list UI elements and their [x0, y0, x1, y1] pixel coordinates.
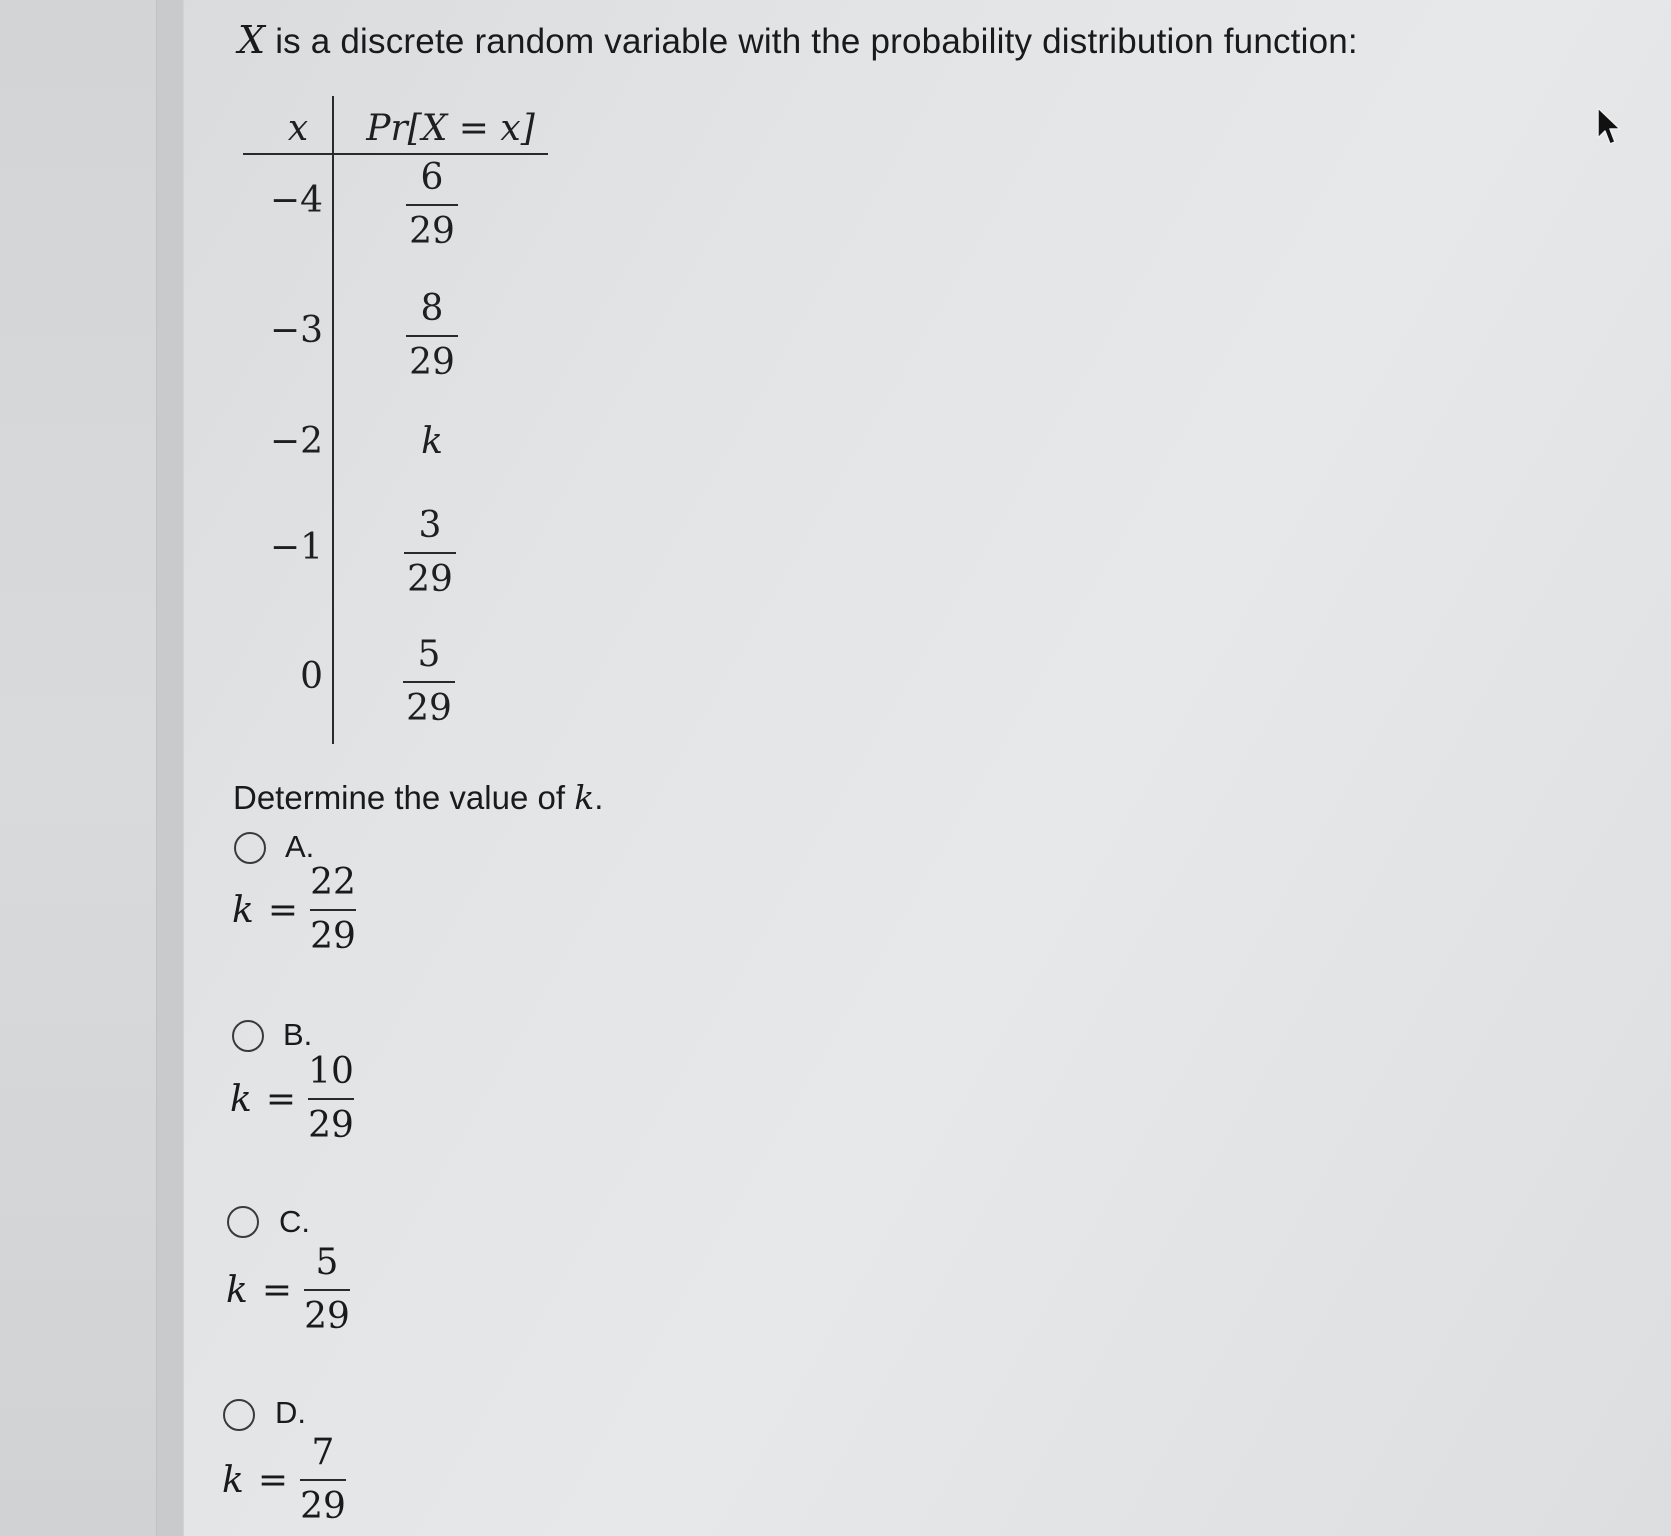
fraction-denominator: 29 — [409, 342, 455, 383]
option-equation — [222, 1432, 346, 1528]
option-letter: C. — [279, 1204, 310, 1239]
fraction-numerator: 5 — [315, 1242, 339, 1283]
equation-fraction — [310, 862, 356, 958]
table-row-x: 0 — [300, 656, 323, 697]
option-equation — [226, 1242, 350, 1338]
table-row-probability-k: k — [421, 421, 443, 462]
option-letter: A. — [285, 829, 315, 864]
distribution-table — [243, 96, 548, 744]
fraction-bar — [403, 681, 455, 683]
equation-variable: k — [232, 889, 254, 931]
prompt-text: Determine the value of — [233, 779, 575, 816]
table-header-probability: Pr[X = x] — [366, 108, 535, 149]
equation-equals: = — [257, 1459, 288, 1501]
fraction-numerator: 6 — [420, 157, 444, 198]
fraction-numerator: 5 — [417, 634, 441, 675]
equation-fraction — [304, 1242, 350, 1338]
fraction-numerator: 8 — [420, 288, 444, 329]
fraction-denominator: 29 — [304, 1296, 350, 1337]
table-row-x: −2 — [269, 421, 323, 462]
fraction-denominator: 29 — [308, 1105, 354, 1146]
fraction-bar — [304, 1289, 350, 1291]
fraction-bar — [300, 1479, 346, 1481]
table-row-probability — [406, 287, 458, 385]
table-column-divider — [332, 96, 334, 744]
fraction-numerator: 7 — [311, 1432, 335, 1473]
fraction-numerator: 22 — [310, 862, 356, 903]
equation-equals: = — [261, 1269, 292, 1311]
option-letter: D. — [275, 1395, 306, 1430]
table-row-x: −4 — [269, 180, 323, 221]
option-equation — [230, 1051, 354, 1147]
equation-fraction — [308, 1051, 354, 1147]
equation-variable: k — [230, 1078, 252, 1120]
radio-button-icon[interactable] — [234, 832, 266, 864]
fraction-numerator: 3 — [418, 505, 442, 546]
mouse-pointer-icon — [1596, 106, 1624, 148]
option-equation — [232, 862, 356, 958]
fraction-numerator: 10 — [308, 1051, 354, 1092]
fraction-denominator: 29 — [300, 1486, 346, 1527]
table-row-probability — [404, 504, 456, 602]
question-variable: X — [238, 18, 266, 62]
question-body: is a discrete random variable with the probability distribution function: — [265, 22, 1358, 61]
equation-equals: = — [265, 1078, 296, 1120]
equation-variable: k — [222, 1459, 244, 1501]
table-header-divider — [243, 153, 548, 155]
fraction-bar — [308, 1098, 354, 1100]
option-letter: B. — [283, 1017, 313, 1052]
table-header-x: x — [287, 108, 309, 149]
fraction-bar — [406, 335, 458, 337]
table-row-probability — [406, 156, 458, 254]
fraction-denominator: 29 — [310, 916, 356, 957]
fraction-denominator: 29 — [409, 211, 455, 252]
prompt-end: . — [594, 779, 604, 816]
equation-equals: = — [267, 889, 298, 931]
radio-button-icon[interactable] — [232, 1020, 264, 1052]
fraction-bar — [310, 909, 356, 911]
table-row-x: −3 — [269, 310, 323, 351]
fraction-bar — [404, 552, 456, 554]
equation-variable: k — [226, 1269, 248, 1311]
fraction-denominator: 29 — [407, 559, 453, 600]
fraction-denominator: 29 — [406, 688, 452, 729]
radio-button-icon[interactable] — [227, 1206, 259, 1238]
fraction-bar — [406, 204, 458, 206]
radio-button-icon[interactable] — [223, 1399, 255, 1431]
equation-fraction — [300, 1432, 346, 1528]
question-text — [238, 18, 1358, 62]
question-prompt — [233, 778, 603, 817]
prompt-variable: k — [574, 778, 595, 817]
table-row-probability — [403, 633, 455, 731]
table-row-x: −1 — [269, 527, 323, 568]
